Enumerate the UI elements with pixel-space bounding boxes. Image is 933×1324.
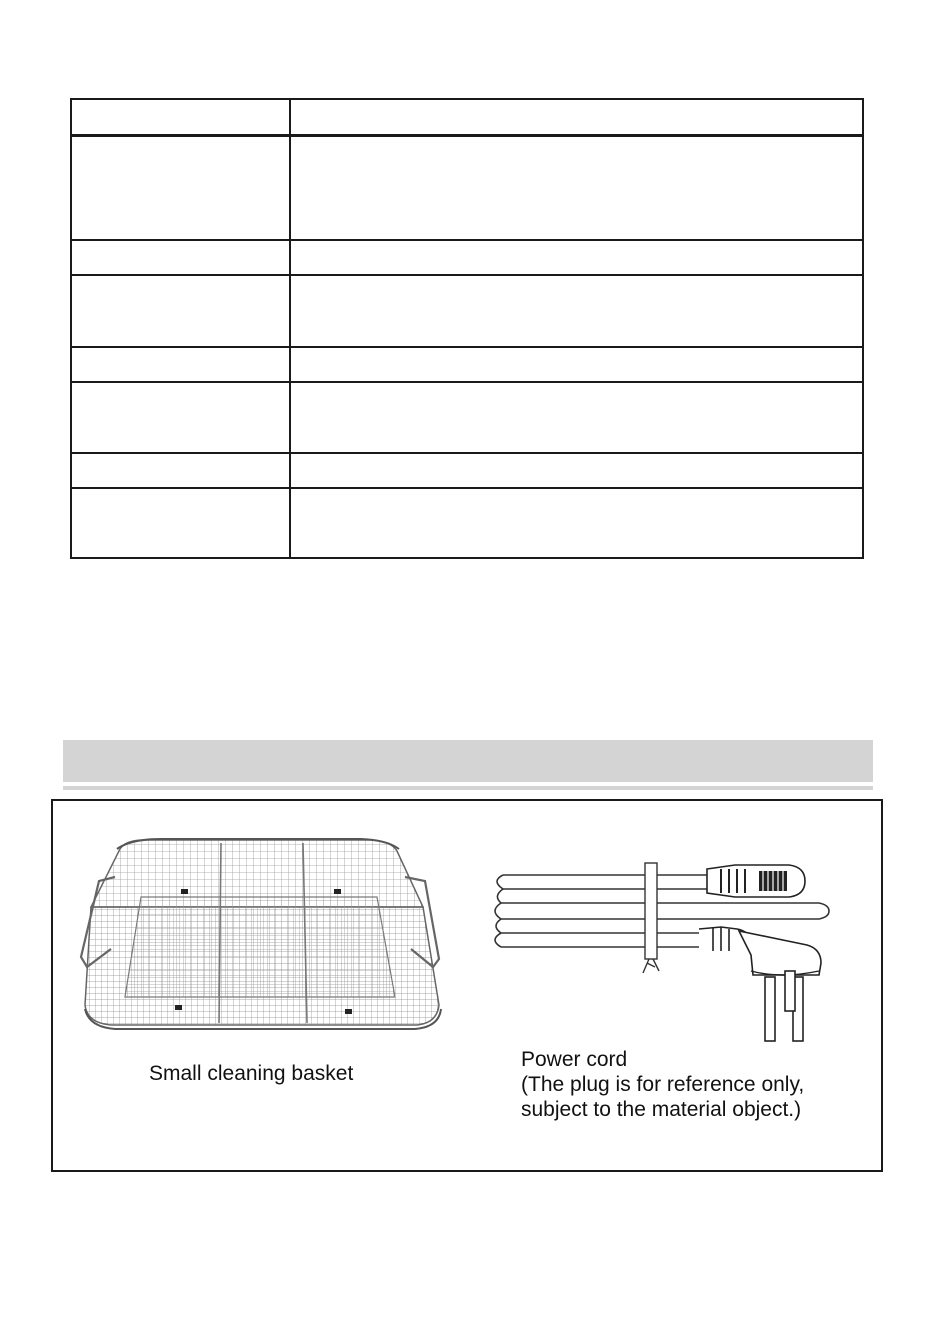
table-cell-label <box>71 382 290 453</box>
table-row <box>71 135 863 240</box>
table-cell-label <box>71 135 290 240</box>
table-cell-label <box>71 240 290 275</box>
table-row <box>71 382 863 453</box>
table-cell-label <box>71 453 290 488</box>
power-cord-caption-title: Power cord <box>521 1048 628 1071</box>
table-cell-value <box>290 382 863 453</box>
table-cell-label <box>71 275 290 347</box>
section-header-bar <box>63 740 873 782</box>
power-cord-caption <box>521 1047 804 1122</box>
table-row <box>71 453 863 488</box>
table-row <box>71 240 863 275</box>
table-row <box>71 99 863 135</box>
table-cell-label <box>71 488 290 558</box>
table-cell-value <box>290 275 863 347</box>
table-cell-value <box>290 135 863 240</box>
table-cell-label <box>71 99 290 135</box>
spec-table <box>70 98 864 559</box>
basket-caption: Small cleaning basket <box>149 1062 354 1085</box>
power-cord-icon <box>489 859 849 1055</box>
table-cell-value <box>290 453 863 488</box>
power-cord-caption-note-cont: subject to the material object.) <box>521 1098 802 1121</box>
table-cell-value <box>290 347 863 382</box>
table-cell-value <box>290 240 863 275</box>
table-cell-value <box>290 488 863 558</box>
power-cord-caption-note: (The plug is for reference only, <box>521 1073 805 1096</box>
table-row <box>71 275 863 347</box>
cleaning-basket-icon <box>71 837 451 1033</box>
table-row <box>71 488 863 558</box>
table-cell-label <box>71 347 290 382</box>
table-cell-value <box>290 99 863 135</box>
table-row <box>71 347 863 382</box>
accessories-box <box>51 799 883 1172</box>
section-divider <box>63 786 873 790</box>
